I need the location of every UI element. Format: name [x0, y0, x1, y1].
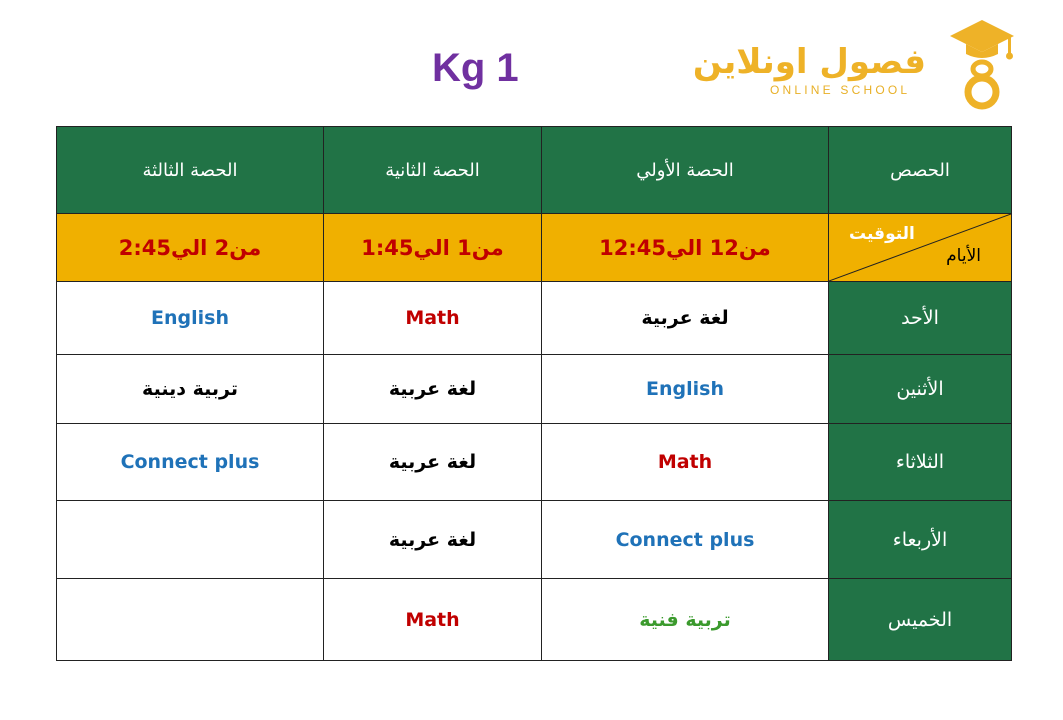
subject-cell: English: [57, 282, 324, 355]
subject-cell: Connect plus: [57, 424, 324, 501]
subject-cell: تربية دينية: [57, 355, 324, 424]
subject-cell: Math: [324, 579, 542, 661]
timing-label: التوقيت: [849, 224, 915, 244]
header-third-period: الحصة الثالثة: [57, 127, 324, 214]
subject-cell: لغة عربية: [324, 424, 542, 501]
table-row: [57, 579, 1012, 661]
subject-cell: [57, 501, 324, 579]
header-first-period: الحصة الأولي: [542, 127, 829, 214]
school-logo: [692, 14, 1022, 114]
subject-cell: تربية فنية: [542, 579, 829, 661]
day-name: الخميس: [829, 579, 1012, 661]
subject-cell: لغة عربية: [324, 501, 542, 579]
schedule-table: [56, 126, 1012, 661]
time-second-period: من1 الي1:45: [324, 214, 542, 282]
day-name: الأثنين: [829, 355, 1012, 424]
subject-cell: Connect plus: [542, 501, 829, 579]
logo-english-name: ONLINE SCHOOL: [770, 83, 911, 97]
subject-cell: English: [542, 355, 829, 424]
timing-days-corner: [829, 214, 1012, 282]
subject-cell: [57, 579, 324, 661]
day-name: الأحد: [829, 282, 1012, 355]
graduation-cap-icon: [942, 14, 1022, 114]
days-label: الأيام: [946, 246, 981, 266]
logo-arabic-name: فصول اونلاين: [692, 42, 926, 82]
header-second-period: الحصة الثانية: [324, 127, 542, 214]
subject-cell: لغة عربية: [542, 282, 829, 355]
time-first-period: من12 الي12:45: [542, 214, 829, 282]
table-row: [57, 282, 1012, 355]
table-row: [57, 355, 1012, 424]
time-third-period: من2 الي2:45: [57, 214, 324, 282]
table-header-row: [57, 127, 1012, 214]
subject-cell: لغة عربية: [324, 355, 542, 424]
subject-cell: Math: [542, 424, 829, 501]
subject-cell: Math: [324, 282, 542, 355]
page-title: Kg 1: [432, 46, 519, 90]
timing-row: [57, 214, 1012, 282]
header-periods: الحصص: [829, 127, 1012, 214]
day-name: الثلاثاء: [829, 424, 1012, 501]
day-name: الأربعاء: [829, 501, 1012, 579]
table-row: [57, 501, 1012, 579]
table-row: [57, 424, 1012, 501]
